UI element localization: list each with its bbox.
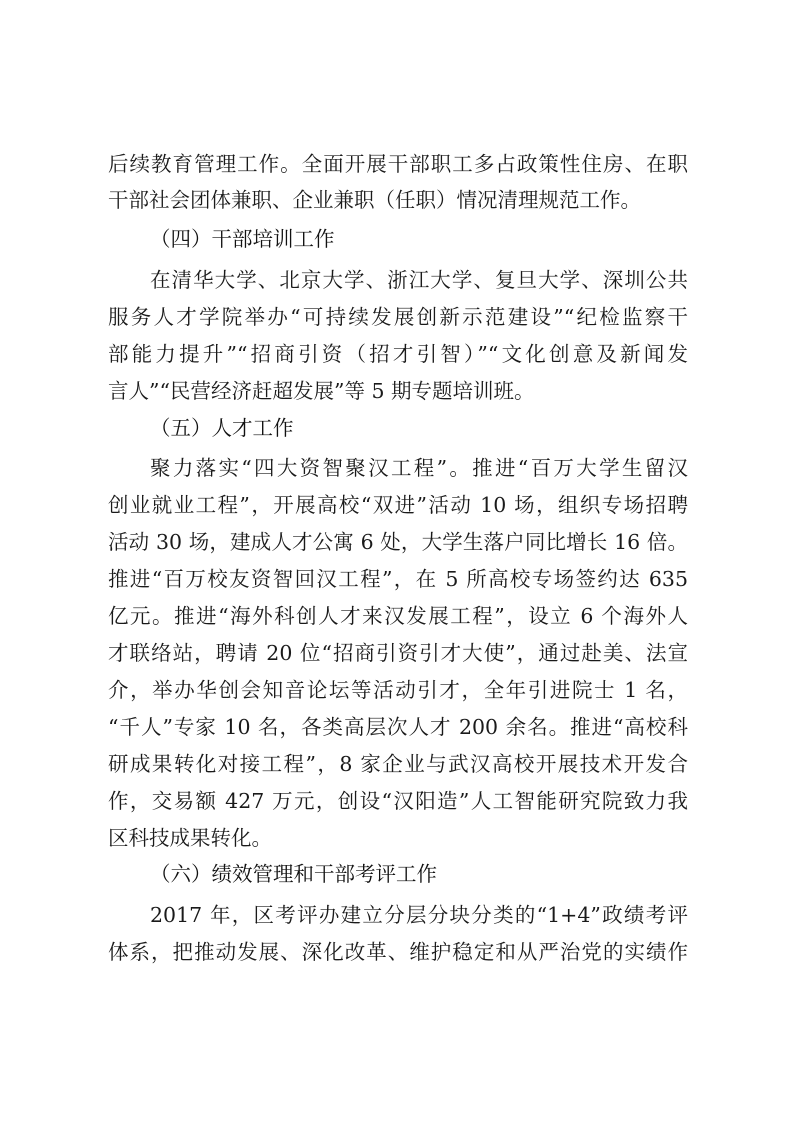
- text-line: 聚力落实“四大资智聚汉工程”。推进“百万大学生留汉: [150, 456, 688, 480]
- text-line: 亿元。推进“海外科创人才来汉发展工程”，设立 6 个海外人: [108, 604, 688, 628]
- text-line: 创业就业工程”，开展高校“双进”活动 10 场，组织专场招聘: [108, 493, 688, 517]
- text-line: 体系，把推动发展、深化改革、维护稳定和从严治党的实绩作: [108, 940, 688, 964]
- text-line: 服务人才学院举办“可持续发展创新示范建设”“纪检监察干: [108, 305, 688, 329]
- text-line: 介，举办华创会知音论坛等活动引才，全年引进院士 1 名，: [108, 678, 688, 702]
- text-line: 研成果转化对接工程”，8 家企业与武汉高校开展技术开发合: [108, 752, 688, 776]
- text-line: 区科技成果转化。: [108, 826, 272, 850]
- text-line: 才联络站，聘请 20 位“招商引资引才大使”，通过赴美、法宣: [108, 641, 688, 665]
- text-line: 作，交易额 427 万元，创设“汉阳造”人工智能研究院致力我: [108, 789, 688, 813]
- text-line: “千人”专家 10 名，各类高层次人才 200 余名。推进“高校科: [108, 715, 688, 739]
- text-line: 活动 30 场，建成人才公寓 6 处，大学生落户同比增长 16 倍。: [108, 530, 688, 554]
- section-heading-performance: （六）绩效管理和干部考评工作: [150, 862, 437, 886]
- text-line: 在清华大学、北京大学、浙江大学、复旦大学、深圳公共: [150, 268, 688, 292]
- text-line: 2017 年，区考评办建立分层分块分类的“1+4”政绩考评: [150, 903, 688, 927]
- text-line: 干部社会团体兼职、企业兼职（任职）情况清理规范工作。: [108, 188, 641, 212]
- section-heading-talent: （五）人才工作: [150, 416, 294, 440]
- text-line: 后续教育管理工作。全面开展干部职工多占政策性住房、在职: [108, 152, 688, 176]
- text-line: 部能力提升”“招商引资（招才引智）”“文化创意及新闻发: [108, 342, 688, 366]
- section-heading-training: （四）干部培训工作: [150, 227, 335, 251]
- text-line: 言人”“民营经济赶超发展”等 5 期专题培训班。: [108, 379, 535, 403]
- text-line: 推进“百万校友资智回汉工程”，在 5 所高校专场签约达 635: [108, 567, 688, 591]
